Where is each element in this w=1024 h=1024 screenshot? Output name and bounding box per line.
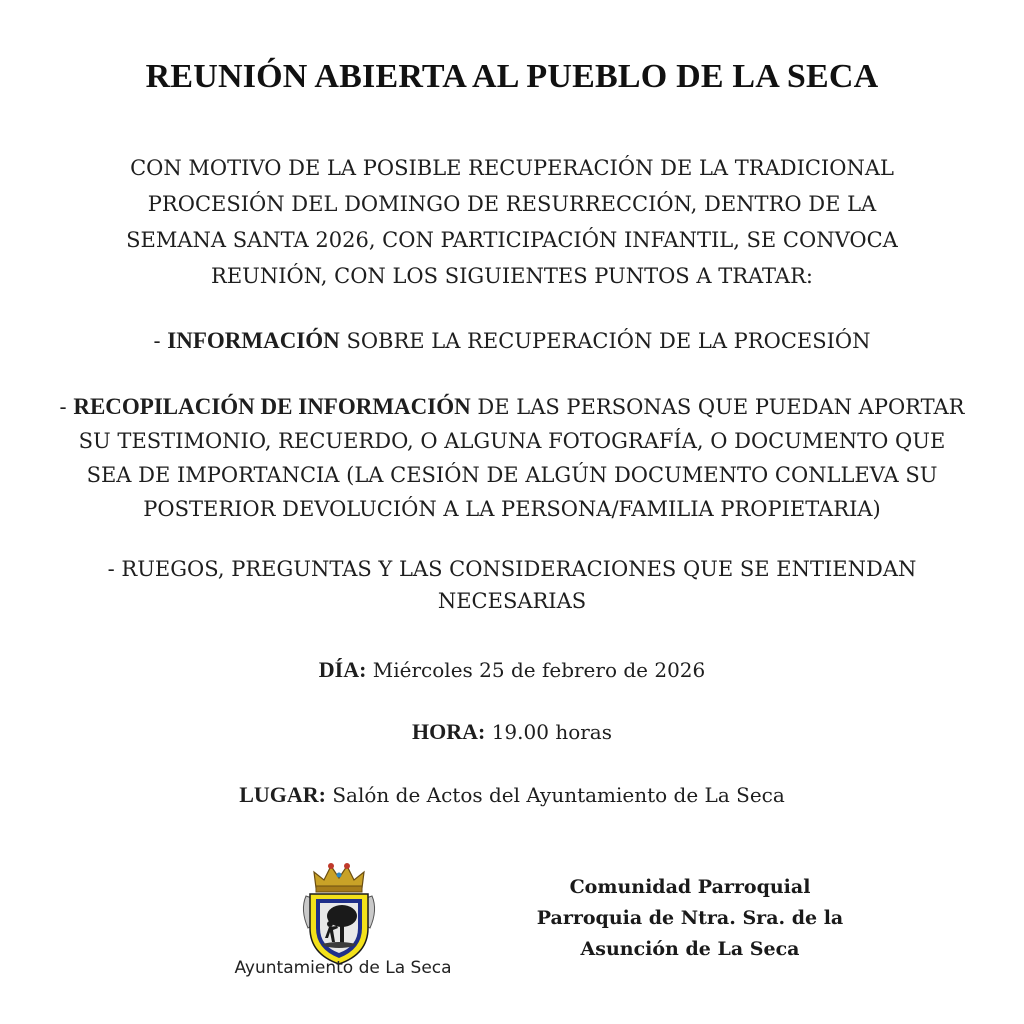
day-label: DÍA: xyxy=(318,657,367,682)
intro-line-4: REUNIÓN, CON LOS SIGUIENTES PUNTOS A TRATAR: xyxy=(211,264,813,288)
place-value: Salón de Actos del Ayuntamiento de La Seca xyxy=(326,783,785,807)
intro-line-1: CON MOTIVO DE LA POSIBLE RECUPERACIÓN DE LA TRADICIONAL xyxy=(130,156,894,180)
point-text: SOBRE LA RECUPERACIÓN DE LA PROCESIÓN xyxy=(339,329,871,353)
point-line-4: POSTERIOR DEVOLUCIÓN A LA PERSONA/FAMILIA PROPIETARIA) xyxy=(143,497,881,521)
point-heading: RECOPILACIÓN DE INFORMACIÓN xyxy=(73,394,471,419)
intro-line-2: PROCESIÓN DEL DOMINGO DE RESURRECCIÓN, DENTRO DE LA xyxy=(147,192,877,216)
intro-paragraph xyxy=(40,150,984,294)
agenda-point-information xyxy=(40,323,984,359)
town-hall-name: Ayuntamiento de La Seca xyxy=(234,958,452,978)
agenda-point-collection xyxy=(40,390,984,526)
parish-signature xyxy=(500,872,880,965)
meeting-hour xyxy=(0,719,1024,745)
place-label: LUGAR: xyxy=(239,782,326,807)
meeting-place xyxy=(0,782,1024,808)
parish-line-3: Asunción de La Seca xyxy=(580,938,800,960)
meeting-day xyxy=(0,657,1024,683)
point-dash: - xyxy=(153,329,168,353)
point-dash: - xyxy=(59,395,74,419)
point-heading: INFORMACIÓN xyxy=(167,328,340,353)
hour-value: 19.00 horas xyxy=(485,720,612,744)
point-line-1: - RUEGOS, PREGUNTAS Y LAS CONSIDERACIONES QUE SE ENTIENDAN xyxy=(107,557,917,581)
point-line-2: SU TESTIMONIO, RECUERDO, O ALGUNA FOTOGRAFÍA, O DOCUMENTO QUE xyxy=(78,429,946,453)
parish-line-1: Comunidad Parroquial xyxy=(569,876,811,898)
point-line-2: NECESARIAS xyxy=(437,589,587,613)
parish-line-2: Parroquia de Ntra. Sra. de la xyxy=(536,907,844,929)
point-line-3: SEA DE IMPORTANCIA (LA CESIÓN DE ALGÚN DOCUMENTO CONLLEVA SU xyxy=(86,463,938,487)
town-crest-icon xyxy=(298,858,380,968)
page-title: REUNIÓN ABIERTA AL PUEBLO DE LA SECA xyxy=(145,58,879,95)
agenda-point-questions xyxy=(40,553,984,617)
hour-label: HORA: xyxy=(412,719,486,744)
point-text: DE LAS PERSONAS QUE PUEDAN APORTAR xyxy=(470,395,965,419)
day-value: Miércoles 25 de febrero de 2026 xyxy=(366,658,706,682)
point-line-1 xyxy=(40,390,984,424)
intro-line-3: SEMANA SANTA 2026, CON PARTICIPACIÓN INFANTIL, SE CONVOCA xyxy=(126,228,898,252)
